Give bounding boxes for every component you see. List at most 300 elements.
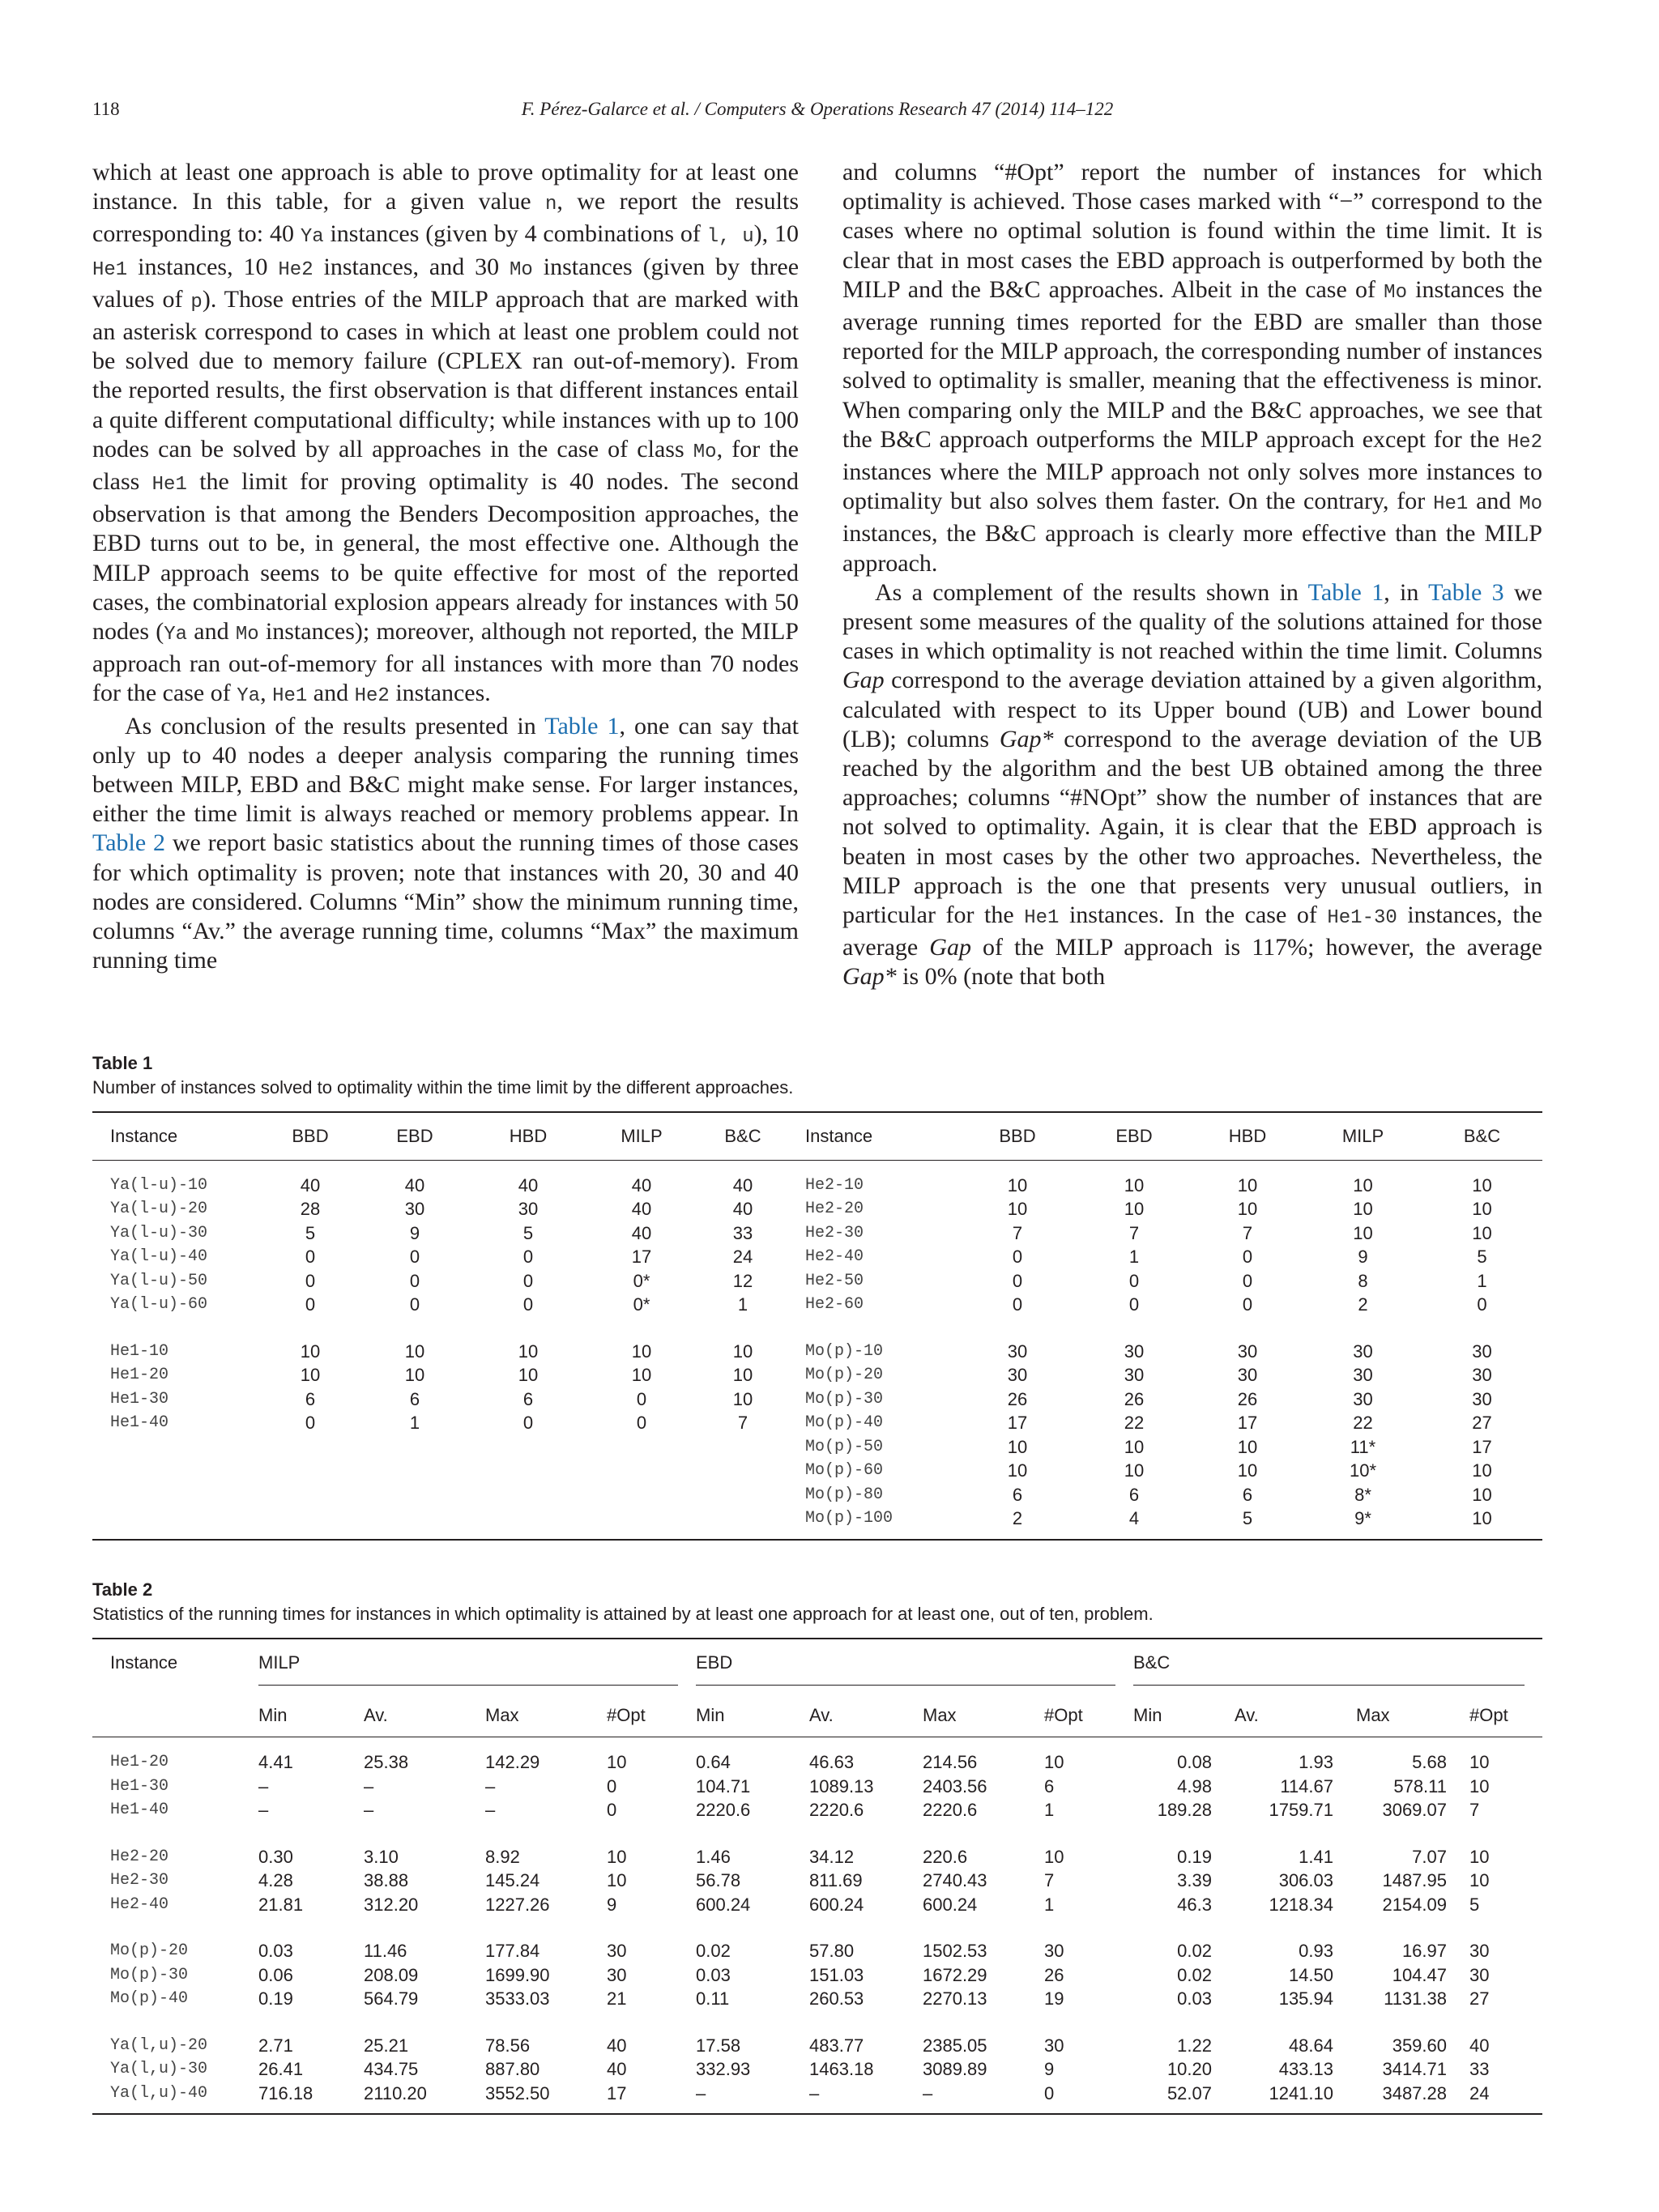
group-spacer — [92, 1916, 1542, 1926]
text-run: instances, the average — [842, 901, 1542, 961]
value-cell: 4.41 — [258, 1752, 293, 1772]
value-cell: 10 — [1472, 1508, 1492, 1528]
instance-cell: He2-60 — [805, 1295, 864, 1314]
value-cell: 10 — [1007, 1199, 1028, 1219]
spacer-cell — [92, 1916, 258, 1926]
value-cell: 0.19 — [258, 1988, 293, 2009]
value-cell: 6 — [305, 1388, 316, 1409]
spacer-cell — [923, 1822, 1044, 1832]
instance-cell: Ya(l-u)-50 — [110, 1271, 208, 1290]
text-run: and — [1468, 488, 1520, 515]
value-cell: 0.30 — [258, 1846, 293, 1867]
value-cell: 17 — [607, 2082, 627, 2103]
value-cell: 30 — [1353, 1340, 1373, 1362]
value-cell: 0.03 — [1177, 1988, 1212, 2009]
column-header: BBD — [292, 1126, 329, 1146]
value-cell: 7 — [737, 1413, 748, 1433]
value-cell: 17 — [1007, 1413, 1028, 1433]
spacer-cell — [485, 1822, 607, 1832]
value-cell: 17.58 — [696, 2035, 741, 2056]
value-cell: 27 — [1472, 1413, 1492, 1433]
value-cell: 30 — [1472, 1340, 1492, 1362]
value-cell: 1.46 — [696, 1846, 731, 1867]
value-cell: 22 — [1124, 1413, 1145, 1433]
code-term: Ya — [237, 685, 261, 708]
instance-cell: Ya(l,u)-20 — [110, 2035, 208, 2055]
code-term: He2 — [1507, 431, 1542, 454]
spacer-cell — [696, 1822, 809, 1832]
value-cell: 24 — [732, 1247, 753, 1267]
value-cell: – — [485, 1800, 496, 1820]
value-cell: 10 — [1124, 1460, 1145, 1481]
value-cell: 30 — [607, 1941, 627, 1961]
value-cell: 46.63 — [809, 1752, 855, 1772]
value-cell: 26 — [1044, 1964, 1064, 1985]
value-cell: 40 — [1469, 2035, 1490, 2056]
value-cell: 10 — [607, 1846, 627, 1867]
value-cell: 26 — [1237, 1388, 1258, 1409]
column-header: B&C — [1463, 1126, 1501, 1146]
table-row — [92, 1269, 1542, 1294]
value-cell: 10 — [300, 1340, 321, 1362]
value-cell: 10 — [518, 1365, 539, 1385]
value-cell: 4 — [1128, 1508, 1140, 1528]
value-cell: 5 — [1242, 1508, 1253, 1528]
spacer-cell — [1133, 2011, 1235, 2021]
value-cell — [358, 1483, 471, 1507]
value-cell: – — [485, 1775, 496, 1796]
value-cell: 0.11 — [696, 1988, 730, 2009]
text-run: , one can say that only up to 40 nodes a deeper analysis comparing the running times between MILP, EBD and B&C might make sense. For larger instances, either the time limit is always reached or memory problems appear. In — [92, 712, 800, 828]
value-cell: 10* — [1349, 1460, 1377, 1481]
value-cell: 220.6 — [923, 1846, 968, 1867]
value-cell: – — [809, 2082, 820, 2103]
value-cell: 104.47 — [1392, 1964, 1447, 1985]
instance-cell: Mo(p)-30 — [805, 1389, 884, 1409]
table-row — [92, 1435, 1542, 1460]
spacer-cell — [1356, 1916, 1469, 1926]
spacer-cell — [809, 1822, 923, 1832]
text-run: , we report the results corresponding to: 40 — [92, 188, 799, 248]
value-cell: 5.68 — [1412, 1752, 1447, 1772]
value-cell: 25.38 — [364, 1752, 409, 1772]
code-term: Mo — [235, 624, 259, 646]
value-cell — [358, 1435, 471, 1460]
value-cell: 0 — [1012, 1294, 1023, 1315]
value-cell — [358, 1459, 471, 1483]
value-cell: 7 — [1469, 1800, 1480, 1820]
value-cell: 1089.13 — [809, 1775, 874, 1796]
italic-term: Gap — [842, 667, 885, 694]
value-cell: 48.64 — [1288, 2035, 1333, 2056]
spacer-cell — [696, 2011, 809, 2021]
code-term: He1 — [1024, 907, 1060, 930]
value-cell: 2.71 — [258, 2035, 293, 2056]
table-row — [92, 1483, 1542, 1507]
instance-cell: Mo(p)-40 — [805, 1413, 884, 1432]
value-cell: 2 — [1358, 1294, 1368, 1315]
text-run: instances (given by 4 combinations of — [323, 220, 707, 248]
value-cell: 30 — [1044, 1941, 1064, 1961]
value-cell — [358, 1507, 471, 1540]
value-cell: 0 — [607, 1800, 617, 1820]
table-reference-link[interactable]: Table 3 — [1428, 578, 1504, 606]
value-cell — [471, 1507, 585, 1540]
text-run: is 0% (note that both — [896, 963, 1106, 991]
value-cell: 40 — [732, 1199, 753, 1219]
right-text-column — [842, 158, 1542, 992]
table-row — [92, 1798, 1542, 1822]
value-cell: 30 — [1124, 1365, 1145, 1385]
column-header: Min — [258, 1704, 288, 1725]
table-1 — [92, 1053, 1542, 1541]
value-cell: 0 — [305, 1413, 316, 1433]
value-cell: 10 — [1237, 1174, 1258, 1196]
value-cell: 4.98 — [1177, 1775, 1212, 1796]
value-cell: 214.56 — [923, 1752, 978, 1772]
value-cell — [698, 1435, 787, 1460]
table-caption: Number of instances solved to optimality within the time limit by the different approaches. — [92, 1077, 794, 1097]
table-subheader-row — [92, 1695, 1542, 1737]
spacer-cell — [1235, 1822, 1356, 1832]
value-cell: 9 — [607, 1894, 617, 1915]
table-row — [92, 1160, 1542, 1197]
value-cell: 25.21 — [364, 2035, 409, 2056]
table-reference-link[interactable]: Table 2 — [92, 829, 166, 857]
value-cell — [585, 1459, 698, 1483]
value-cell: 40 — [631, 1222, 652, 1243]
value-cell: 5 — [522, 1222, 534, 1243]
value-cell: 0.08 — [1177, 1752, 1212, 1772]
italic-term: Gap — [929, 934, 971, 961]
value-cell: 40 — [518, 1174, 539, 1196]
value-cell: 0 — [305, 1247, 316, 1267]
value-cell: 30 — [404, 1199, 425, 1219]
instance-cell: He1-40 — [110, 1413, 169, 1432]
instance-cell: He2-40 — [805, 1247, 864, 1266]
italic-term: Gap* — [842, 963, 897, 991]
instance-cell: Mo(p)-60 — [805, 1461, 884, 1480]
value-cell: 564.79 — [364, 1988, 419, 2009]
instance-cell: Mo(p)-10 — [805, 1341, 884, 1361]
text-run: the limit for proving optimality is 40 nodes. The second observation is that among the Benders Decomposition approaches, the EBD turns out to be, in general, the most effective one. Although the MILP approach seems to be quite effective for most of the reported cases, the combinatorial explosion appears already for instances with 50 nodes ( — [92, 468, 799, 646]
spacer-cell — [485, 2011, 607, 2021]
column-header: Max — [1356, 1704, 1390, 1725]
value-cell: 8.92 — [485, 1846, 520, 1867]
value-cell — [585, 1435, 698, 1460]
spacer-cell — [809, 2011, 923, 2021]
value-cell: 10 — [404, 1365, 425, 1385]
value-cell: 0 — [1012, 1270, 1023, 1291]
value-cell: 6 — [522, 1388, 534, 1409]
value-cell: 151.03 — [809, 1964, 864, 1985]
text-run: and — [187, 618, 236, 646]
value-cell: 0* — [633, 1294, 650, 1315]
value-cell: 30 — [1237, 1365, 1258, 1385]
value-cell: 40 — [607, 2059, 627, 2079]
spacer-cell — [607, 2011, 696, 2021]
value-cell: 8* — [1354, 1484, 1371, 1505]
instance-cell: He1-40 — [110, 1801, 169, 1819]
value-cell: – — [258, 1800, 269, 1820]
value-cell: 52.07 — [1166, 2082, 1212, 2103]
journal-citation: F. Pérez-Galarce et al. / Computers & Operations Research 47 (2014) 114–122 — [521, 99, 1114, 119]
value-cell: 10 — [732, 1340, 753, 1362]
value-cell: 1218.34 — [1269, 1894, 1333, 1915]
instance-cell: He2-10 — [805, 1175, 864, 1195]
value-cell: 887.80 — [485, 2059, 540, 2079]
value-cell: 0.02 — [1177, 1964, 1212, 1985]
value-cell: 30 — [1007, 1365, 1028, 1385]
code-term: Ya — [164, 624, 188, 646]
value-cell: 30 — [1472, 1365, 1492, 1385]
value-cell: 104.71 — [696, 1775, 751, 1796]
column-header: Instance — [92, 1639, 258, 1737]
paragraph — [92, 158, 799, 712]
spacer-cell — [696, 1916, 809, 1926]
value-cell: 10 — [1044, 1846, 1064, 1867]
value-cell: 1.93 — [1299, 1752, 1333, 1772]
column-header: Av. — [809, 1704, 834, 1725]
instance-cell: Ya(l-u)-60 — [110, 1295, 208, 1314]
value-cell: 10 — [1007, 1436, 1028, 1457]
value-cell: 114.67 — [1280, 1775, 1333, 1796]
spacer-cell — [787, 1317, 957, 1327]
value-cell: 5 — [305, 1222, 316, 1243]
instance-cell — [92, 1435, 262, 1460]
text-run: of the MILP approach is 117%; however, the average — [970, 934, 1542, 961]
paragraph — [842, 158, 1542, 578]
value-cell: 2270.13 — [923, 1988, 987, 2009]
spacer-cell — [957, 1317, 1077, 1327]
text-run: and columns “#Opt” report the number of instances for which optimality is achieved. Those cases marked with “−” correspond to the cases where no optimal solution is found within the time limit. It is clear that in most cases the EBD approach is outperformed by both the MILP and the B&C approaches. Albeit in the case of — [842, 159, 1542, 303]
value-cell: 30 — [1469, 1964, 1490, 1985]
value-cell: 0.02 — [696, 1941, 731, 1961]
spacer-cell — [1469, 1916, 1542, 1926]
table-row — [92, 1363, 1542, 1387]
value-cell: 38.88 — [364, 1870, 409, 1890]
data-table — [92, 1111, 1542, 1541]
value-cell: 1 — [737, 1294, 748, 1315]
value-cell: 0.02 — [1177, 1941, 1212, 1961]
value-cell: 0.03 — [258, 1941, 293, 1961]
value-cell: 30 — [1472, 1388, 1492, 1409]
spacer-cell — [262, 1317, 358, 1327]
table-row — [92, 1387, 1542, 1412]
value-cell: 30 — [1044, 2035, 1064, 2056]
value-cell: – — [364, 1800, 374, 1820]
value-cell: 3069.07 — [1382, 1800, 1447, 1820]
value-cell: 600.24 — [696, 1894, 751, 1915]
text-run: instances. In the case of — [1059, 901, 1328, 929]
spacer-cell — [1044, 1822, 1133, 1832]
spacer-cell — [258, 2011, 364, 2021]
value-cell: – — [696, 2082, 706, 2103]
instance-cell: He2-30 — [110, 1871, 169, 1890]
value-cell: 0 — [522, 1247, 534, 1267]
value-cell: 3487.28 — [1382, 2082, 1447, 2103]
instance-cell: Mo(p)-30 — [110, 1965, 189, 1984]
code-term: He1 — [1433, 493, 1469, 516]
value-cell: 78.56 — [485, 2035, 531, 2056]
value-cell: 578.11 — [1393, 1775, 1447, 1796]
value-cell: 142.29 — [485, 1752, 540, 1772]
value-cell: 0 — [409, 1247, 420, 1267]
code-term: Mo — [510, 258, 533, 281]
text-run: instances. — [389, 680, 491, 707]
value-cell: 208.09 — [364, 1964, 419, 1985]
instance-cell: Ya(l-u)-20 — [110, 1200, 208, 1218]
value-cell: 0 — [1477, 1294, 1487, 1315]
column-header: BBD — [999, 1126, 1036, 1146]
value-cell: 40 — [300, 1174, 321, 1196]
group-header-label: B&C — [1133, 1651, 1525, 1686]
value-cell: 1759.71 — [1269, 1800, 1333, 1820]
value-cell: 22 — [1353, 1413, 1373, 1433]
value-cell — [471, 1483, 585, 1507]
value-cell: 2154.09 — [1382, 1894, 1447, 1915]
value-cell — [698, 1483, 787, 1507]
value-cell: 33 — [1469, 2059, 1490, 2079]
spacer-cell — [92, 2011, 258, 2021]
value-cell: 10 — [1007, 1460, 1028, 1481]
column-header: EBD — [396, 1126, 433, 1146]
value-cell — [585, 1483, 698, 1507]
value-cell — [262, 1459, 358, 1483]
value-cell: 10 — [732, 1365, 753, 1385]
spacer-cell — [1356, 2011, 1469, 2021]
table-row — [92, 1737, 1542, 1775]
spacer-cell — [92, 1317, 262, 1327]
spacer-cell — [585, 1317, 698, 1327]
table-2 — [92, 1579, 1542, 2115]
instance-cell: Ya(l,u)-40 — [110, 2083, 208, 2103]
text-run: As a complement of the results shown in — [875, 578, 1308, 606]
table-row — [92, 1963, 1542, 1988]
value-cell: 7 — [1128, 1222, 1140, 1243]
text-run: instances, the B&C approach is clearly more effective than the MILP approach. — [842, 520, 1542, 577]
running-head — [92, 99, 1542, 126]
value-cell: 6 — [1128, 1484, 1140, 1505]
instance-cell: Mo(p)-50 — [805, 1437, 884, 1456]
value-cell: 6 — [1012, 1484, 1023, 1505]
value-cell — [262, 1435, 358, 1460]
instance-cell — [92, 1507, 262, 1540]
value-cell: 10 — [631, 1340, 652, 1362]
value-cell: 10 — [404, 1340, 425, 1362]
value-cell: 1241.10 — [1269, 2082, 1333, 2103]
table-row — [92, 1197, 1542, 1221]
column-header: EBD — [1115, 1126, 1153, 1146]
value-cell: 600.24 — [923, 1894, 978, 1915]
value-cell: 30 — [1237, 1340, 1258, 1362]
column-header: MILP — [1341, 1126, 1384, 1146]
value-cell: 40 — [404, 1174, 425, 1196]
column-header: Av. — [364, 1704, 388, 1725]
text-run: , — [260, 680, 273, 707]
value-cell: 189.28 — [1157, 1800, 1212, 1820]
text-run: ), 10 — [753, 220, 799, 248]
spacer-cell — [1304, 1317, 1422, 1327]
value-cell: 433.13 — [1278, 2059, 1333, 2079]
text-run: , in — [1384, 578, 1429, 606]
table-reference-link[interactable]: Table 1 — [544, 712, 620, 739]
value-cell: 177.84 — [485, 1941, 540, 1961]
text-run: and — [307, 680, 355, 707]
table-row — [92, 1221, 1542, 1246]
value-cell: – — [258, 1775, 269, 1796]
value-cell: 3533.03 — [485, 1988, 550, 2009]
value-cell: 10 — [1237, 1460, 1258, 1481]
text-run: , for the class — [92, 435, 799, 496]
value-cell: 0 — [1012, 1247, 1023, 1267]
column-header: Min — [696, 1704, 725, 1725]
value-cell — [698, 1507, 787, 1540]
text-run: instances where the MILP approach not only solves more instances to optimality but also solves them faster. On the contrary, for — [842, 458, 1542, 515]
value-cell: 33 — [732, 1222, 753, 1243]
table-group-header-row — [92, 1639, 1542, 1695]
value-cell: 10 — [1469, 1752, 1490, 1772]
value-cell: 434.75 — [364, 2059, 419, 2079]
column-header: Max — [923, 1704, 957, 1725]
value-cell: 34.12 — [809, 1846, 855, 1867]
spacer-cell — [607, 1822, 696, 1832]
value-cell: 21 — [607, 1988, 627, 2009]
value-cell: 5 — [1477, 1247, 1487, 1267]
value-cell: 10 — [1469, 1846, 1490, 1867]
text-run: we report basic statistics about the running times of those cases for which optimality is proven; note that instances with 20, 30 and 40 nodes are considered. Columns “Min” show the minimum running time, columns “Av.” the average running time, columns “Max” the maximum running time — [92, 829, 799, 974]
spacer-cell — [364, 1822, 485, 1832]
value-cell: 19 — [1044, 1988, 1064, 2009]
code-term: n — [544, 194, 557, 216]
value-cell: 2220.6 — [809, 1800, 864, 1820]
value-cell — [471, 1435, 585, 1460]
spacer-cell — [1422, 1317, 1542, 1327]
value-cell: 0.64 — [696, 1752, 731, 1772]
value-cell: 1502.53 — [923, 1941, 987, 1961]
value-cell: 2220.6 — [923, 1800, 978, 1820]
group-header — [696, 1639, 1133, 1695]
value-cell: 716.18 — [258, 2082, 313, 2103]
value-cell: 7 — [1012, 1222, 1023, 1243]
table-header-row — [92, 1112, 1542, 1160]
value-cell: 10 — [732, 1388, 753, 1409]
value-cell: 40 — [732, 1174, 753, 1196]
value-cell: 24 — [1469, 2082, 1490, 2103]
table-reference-link[interactable]: Table 1 — [1307, 578, 1384, 606]
table-row — [92, 1327, 1542, 1364]
spacer-cell — [364, 2011, 485, 2021]
value-cell: 10 — [1007, 1174, 1028, 1196]
value-cell: 14.50 — [1288, 1964, 1333, 1985]
value-cell: 57.80 — [809, 1941, 855, 1961]
value-cell: 306.03 — [1278, 1870, 1333, 1890]
value-cell: 9* — [1354, 1508, 1371, 1528]
value-cell: 56.78 — [696, 1870, 741, 1890]
value-cell: 6 — [1242, 1484, 1253, 1505]
code-term: He2 — [354, 685, 390, 708]
spacer-cell — [1133, 1916, 1235, 1926]
column-header: B&C — [724, 1126, 761, 1146]
spacer-cell — [1077, 1317, 1191, 1327]
group-header-label: EBD — [696, 1651, 1115, 1686]
value-cell: 30 — [518, 1199, 539, 1219]
value-cell — [262, 1507, 358, 1540]
value-cell: 1 — [1477, 1270, 1487, 1291]
column-header: Max — [485, 1704, 519, 1725]
italic-term: Gap* — [999, 725, 1054, 752]
value-cell: 2403.56 — [923, 1775, 987, 1796]
